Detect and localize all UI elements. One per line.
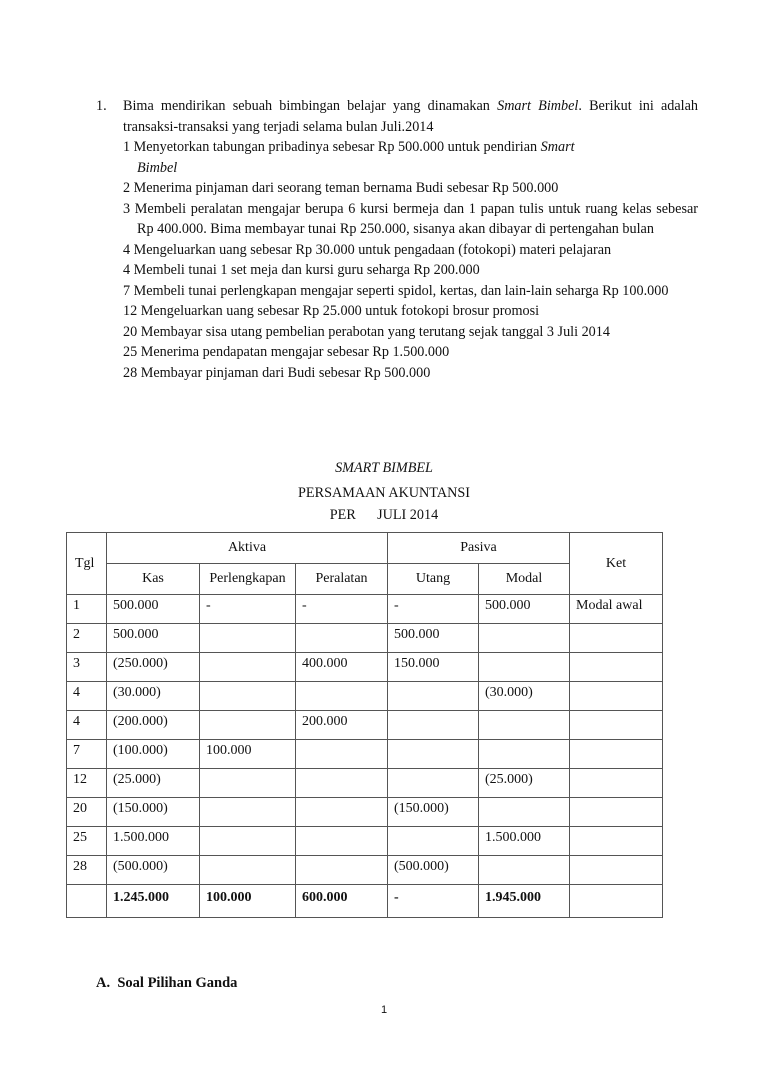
- table-cell: (150.000): [107, 798, 200, 827]
- table-cell: [388, 682, 479, 711]
- question-1: [96, 96, 698, 383]
- table-cell: [479, 740, 570, 769]
- table-cell: 500.000: [388, 624, 479, 653]
- table-cell: [388, 769, 479, 798]
- header-kas: Kas: [107, 564, 200, 595]
- table-cell: (200.000): [107, 711, 200, 740]
- header-pasiva: Pasiva: [388, 533, 570, 564]
- table-cell: [388, 740, 479, 769]
- table-cell: [570, 769, 663, 798]
- report-title: PERSAMAAN AKUNTANSI: [298, 485, 470, 501]
- table-cell: [479, 653, 570, 682]
- table-cell: 25: [67, 827, 107, 856]
- table-cell: [296, 769, 388, 798]
- table-cell: 4: [67, 711, 107, 740]
- table-cell: 500.000: [479, 595, 570, 624]
- table-cell: [570, 711, 663, 740]
- table-cell: [570, 827, 663, 856]
- table-cell: 7: [67, 740, 107, 769]
- header-aktiva: Aktiva: [107, 533, 388, 564]
- company-name: SMART BIMBEL: [335, 460, 433, 476]
- table-row: [67, 798, 663, 827]
- table-row: [67, 682, 663, 711]
- table-cell: [296, 682, 388, 711]
- table-cell: [388, 711, 479, 740]
- table-cell: [200, 682, 296, 711]
- table-cell: (250.000): [107, 653, 200, 682]
- page-number: 1: [380, 1004, 388, 1016]
- table-cell: 500.000: [107, 595, 200, 624]
- table-cell: [570, 740, 663, 769]
- section-heading: A. Soal Pilihan Ganda: [96, 975, 238, 991]
- question-intro: [123, 96, 698, 137]
- table-cell: 100.000: [200, 740, 296, 769]
- table-cell: 600.000: [296, 885, 388, 918]
- table-cell: 2: [67, 624, 107, 653]
- intro-italic: Smart Bimbel: [497, 98, 579, 114]
- table-cell: [570, 856, 663, 885]
- transaction-item: 20 Membayar sisa utang pembelian perabotan yang terutang sejak tanggal 3 Juli 2014: [123, 323, 610, 340]
- table-cell: 1.245.000: [107, 885, 200, 918]
- table-row: [67, 856, 663, 885]
- table-cell: 1.500.000: [479, 827, 570, 856]
- table-cell: -: [388, 595, 479, 624]
- table-cell: [67, 885, 107, 918]
- table-cell: [479, 856, 570, 885]
- table-cell: 4: [67, 682, 107, 711]
- table-cell: (25.000): [479, 769, 570, 798]
- table-cell: [296, 624, 388, 653]
- table-cell: -: [296, 595, 388, 624]
- table-cell: 20: [67, 798, 107, 827]
- header-tgl: Tgl: [67, 533, 107, 595]
- table-cell: [388, 827, 479, 856]
- table-cell: [570, 798, 663, 827]
- transaction-item: [123, 137, 698, 178]
- table-cell: [570, 885, 663, 918]
- table-cell: 12: [67, 769, 107, 798]
- report-period: PER JULI 2014: [329, 507, 439, 523]
- table-row: [67, 711, 663, 740]
- transaction-italic: Smart: [540, 139, 575, 155]
- table-cell: -: [200, 595, 296, 624]
- transaction-item: 4 Mengeluarkan uang sebesar Rp 30.000 untuk pengadaan (fotokopi) materi pelajaran: [123, 241, 612, 258]
- table-cell: [570, 624, 663, 653]
- table-cell: [200, 711, 296, 740]
- table-cell: [200, 827, 296, 856]
- table-cell: [570, 653, 663, 682]
- header-ket: Ket: [570, 533, 663, 595]
- transaction-item: 28 Membayar pinjaman dari Budi sebesar Rp 500.000: [123, 364, 431, 381]
- table-row: [67, 624, 663, 653]
- table-cell: 1.500.000: [107, 827, 200, 856]
- table-cell: [296, 827, 388, 856]
- transaction-item: 25 Menerima pendapatan mengajar sebesar Rp 1.500.000: [123, 344, 450, 360]
- table-cell: [296, 740, 388, 769]
- table-cell: 400.000: [296, 653, 388, 682]
- table-cell: [200, 624, 296, 653]
- table-cell: [296, 856, 388, 885]
- table-cell: [570, 682, 663, 711]
- total-row: [67, 885, 663, 918]
- table-cell: 3: [67, 653, 107, 682]
- table-cell: 28: [67, 856, 107, 885]
- table-cell: [200, 856, 296, 885]
- transaction-item: 12 Mengeluarkan uang sebesar Rp 25.000 untuk fotokopi brosur promosi: [123, 303, 540, 319]
- transaction-item: 2 Menerima pinjaman dari seorang teman bernama Budi sebesar Rp 500.000: [123, 180, 559, 196]
- table-cell: [296, 798, 388, 827]
- table-cell: 1.945.000: [479, 885, 570, 918]
- question-number: 1.: [96, 98, 107, 114]
- table-cell: (500.000): [388, 856, 479, 885]
- table-cell: [479, 711, 570, 740]
- table-row: [67, 653, 663, 682]
- table-cell: (100.000): [107, 740, 200, 769]
- table-row: [67, 595, 663, 624]
- transaction-item: 7 Membeli tunai perlengkapan mengajar seperti spidol, kertas, dan lain-lain seharga Rp 100.000: [123, 282, 669, 299]
- table-cell: 1: [67, 595, 107, 624]
- table-row: [67, 827, 663, 856]
- table-cell: [479, 798, 570, 827]
- intro-text-cont: . Berikut ini adalah transaksi-transaksi yang terjadi selama bulan Juli.2014: [123, 98, 698, 135]
- table-cell: 100.000: [200, 885, 296, 918]
- header-utang: Utang: [388, 564, 479, 595]
- header-perlengkapan: Perlengkapan: [200, 564, 296, 595]
- header-peralatan: Peralatan: [296, 564, 388, 595]
- table-cell: (150.000): [388, 798, 479, 827]
- transaction-text: 1 Menyetorkan tabungan pribadinya sebesar Rp 500.000 untuk pendirian: [123, 139, 538, 155]
- accounting-equation-table: [66, 532, 663, 918]
- table-cell: [200, 798, 296, 827]
- table-cell: [200, 653, 296, 682]
- table-cell: (30.000): [107, 682, 200, 711]
- intro-text: Bima mendirikan sebuah bimbingan belajar yang dinamakan: [123, 98, 490, 114]
- table-cell: 500.000: [107, 624, 200, 653]
- transaction-italic: Bimbel: [137, 159, 178, 176]
- table-row: [67, 740, 663, 769]
- table-row: [67, 769, 663, 798]
- table-cell: [200, 769, 296, 798]
- table-cell: (25.000): [107, 769, 200, 798]
- table-cell: -: [388, 885, 479, 918]
- table-cell: (30.000): [479, 682, 570, 711]
- transaction-item: 4 Membeli tunai 1 set meja dan kursi guru seharga Rp 200.000: [123, 262, 480, 278]
- transaction-item: 3 Membeli peralatan mengajar berupa 6 kursi bermeja dan 1 papan tulis untuk ruang kelas sebesar Rp 400.000. Bima membayar tunai Rp 250.000, sisanya akan dibayar di pertengahan bulan: [123, 200, 698, 237]
- table-cell: 150.000: [388, 653, 479, 682]
- table-cell: (500.000): [107, 856, 200, 885]
- table-cell: 200.000: [296, 711, 388, 740]
- table-cell: Modal awal: [570, 595, 663, 624]
- header-modal: Modal: [479, 564, 570, 595]
- table-cell: [479, 624, 570, 653]
